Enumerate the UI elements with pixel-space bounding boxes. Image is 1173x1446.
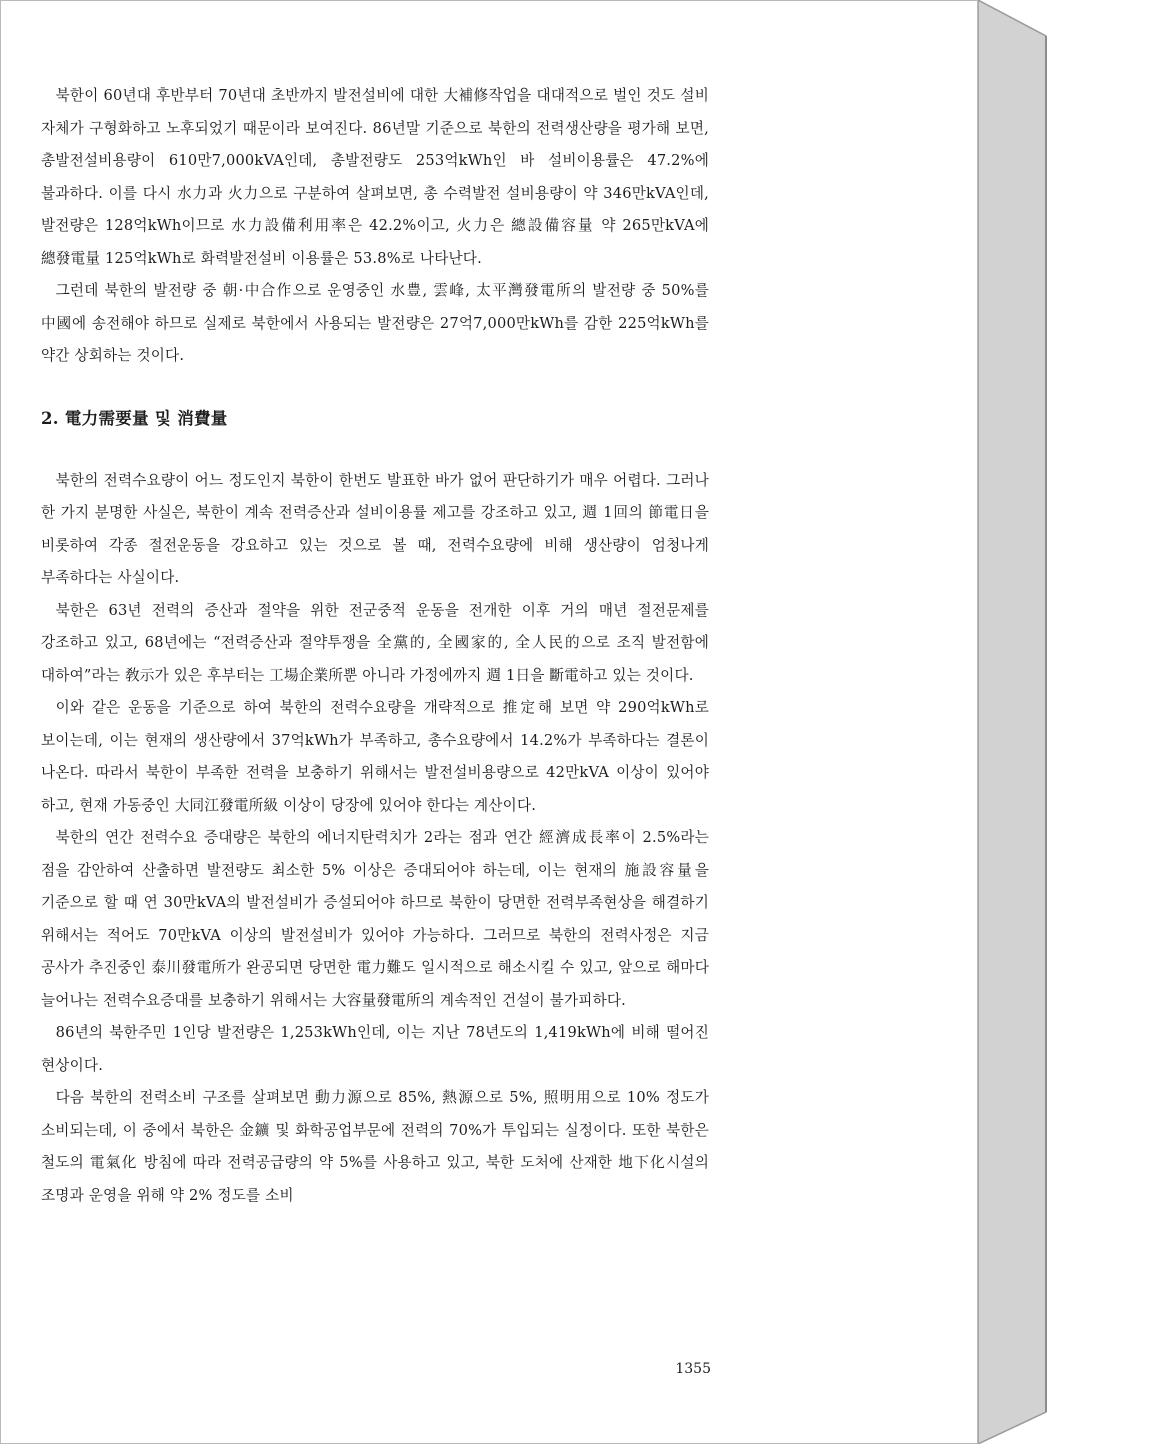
edge-face (978, 0, 1046, 1444)
paragraph: 그런데 북한의 발전량 중 朝·中合作으로 운영중인 水豊, 雲峰, 太平灣發電所의 발전량 중 50%를 中國에 송전해야 하므로 실제로 북한에서 사용되는 발전량은 27억7,000만kWh를 감한 225억kWh를 약간 상회하는 것이다. (41, 282, 709, 364)
page-number: 1355 (675, 1361, 711, 1377)
paragraph: 이와 같은 운동을 기준으로 하여 북한의 전력수요량을 개략적으로 推定해 보면 약 290억kWh로 보이는데, 이는 현재의 생산량에서 37억kWh가 부족하고, 총수요량에서 14.2%가 부족하다는 결론이 나온다. 따라서 북한이 부족한 전력을 보충하기 위해서는 발전설비용량으로 42만kVA 이상이 있어야 하고, 현재 가동중인 大同江發電所級 이상이 당장에 있어야 한다는 계산이다. (41, 699, 709, 814)
paragraph: 86년의 북한주민 1인당 발전량은 1,253kWh인데, 이는 지난 78년도의 1,419kWh에 비해 떨어진 현상이다. (41, 1024, 709, 1074)
paragraph: 북한이 60년대 후반부터 70년대 초반까지 발전설비에 대한 大補修작업을 대대적으로 벌인 것도 설비 자체가 구형화하고 노후되었기 때문이라 보여진다. 86년말 기준으로 북한의 전력생산량을 평가해 보면, 총발전설비용량이 610만7,000kVA인데, 총발전량도 253억kWh인 바 설비이용률은 47.2%에 불과하다. 이를 다시 水力과 火力으로 구분하여 살펴보면, 총 수력발전 설비용량이 약 346만kVA인데, 발전량은 128억kWh이므로 水力設備利用率은 42.2%이고, 火力은 總設備容量 약 265만kVA에 總發電量 125억kWh로 화력발전설비 이용률은 53.8%로 나타난다. (41, 87, 709, 267)
page-content (41, 80, 709, 1212)
paragraph: 북한은 63년 전력의 증산과 절약을 위한 전군중적 운동을 전개한 이후 거의 매년 절전문제를 강조하고 있고, 68년에는 “전력증산과 절약투쟁을 全黨的, 全國家的, 全人民的으로 조직 발전함에 대하여”라는 敎示가 있은 후부터는 工場企業所뿐 아니라 가정에까지 週 1日을 斷電하고 있는 것이다. (41, 601, 709, 684)
section-heading: 2. 電力需要量 및 消費量 (41, 408, 228, 428)
page-stack-edge (978, 0, 1048, 1444)
paragraph: 다음 북한의 전력소비 구조를 살펴보면 動力源으로 85%, 熱源으로 5%, 照明用으로 10% 정도가 소비되는데, 이 중에서 북한은 金鑛 및 화학공업부문에 전력의 70%가 투입되는 실정이다. 또한 북한은 철도의 電氣化 방침에 따라 전력공급량의 약 5%를 사용하고 있고, 북한 도처에 산재한 地下化시설의 조명과 운영을 위해 약 2% 정도를 소비 (41, 1089, 709, 1204)
paragraph: 북한의 전력수요량이 어느 정도인지 북한이 한번도 발표한 바가 없어 판단하기가 매우 어렵다. 그러나 한 가지 분명한 사실은, 북한이 계속 전력증산과 설비이용률 제고를 강조하고 있고, 週 1回의 節電日을 비롯하여 각종 절전운동을 강요하고 있는 것으로 볼 때, 전력수요량에 비해 생산량이 엄청나게 부족하다는 사실이다. (41, 471, 709, 586)
paragraph: 북한의 연간 전력수요 증대량은 북한의 에너지탄력치가 2라는 점과 연간 經濟成長率이 2.5%라는 점을 감안하여 산출하면 발전량도 최소한 5% 이상은 증대되어야 하는데, 이는 현재의 施設容量을 기준으로 할 때 연 30만kVA의 발전설비가 증설되어야 하므로 북한이 당면한 전력부족현상을 해결하기 위해서는 적어도 70만kVA 이상의 발전설비가 있어야 가능하다. 그러므로 북한의 전력사정은 지금 공사가 추진중인 泰川發電所가 완공되면 당면한 電力難도 일시적으로 해소시킬 수 있고, 앞으로 해마다 늘어나는 전력수요증대를 보충하기 위해서는 大容量發電所의 계속적인 건설이 불가피하다. (41, 829, 709, 1009)
